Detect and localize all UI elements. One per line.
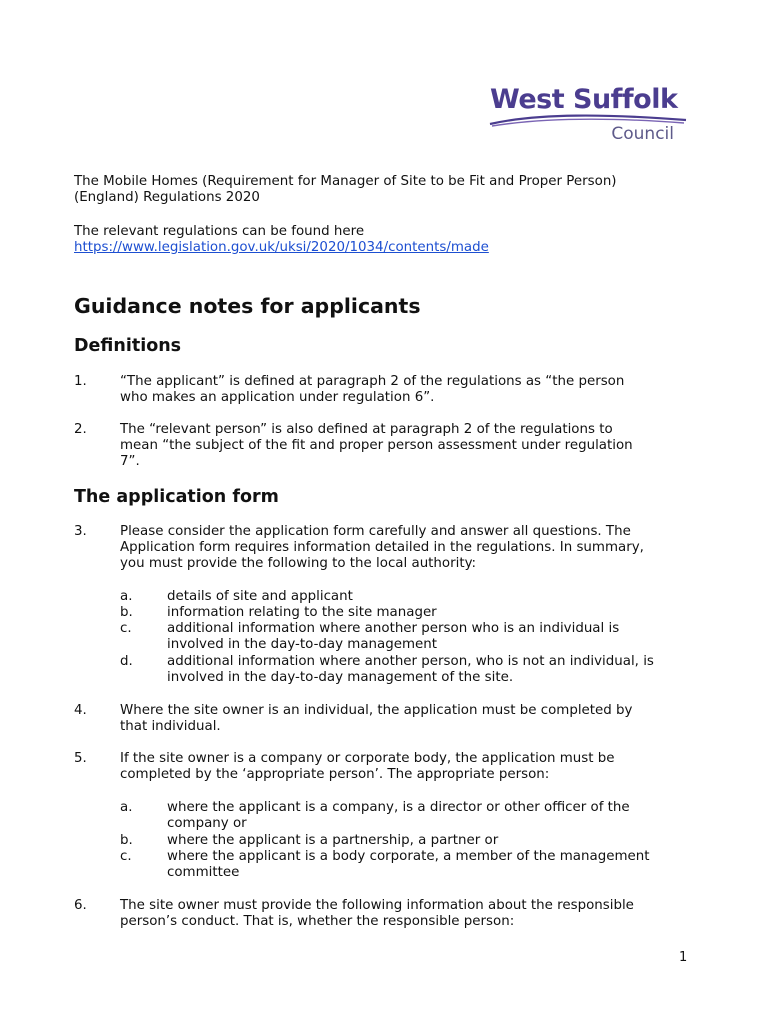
sub-item-letter: c. xyxy=(120,849,132,864)
sub-item-line: company or xyxy=(167,816,247,832)
sub-item-line: involved in the day-to-day management of the site. xyxy=(167,670,514,686)
item-line: 7”. xyxy=(120,454,140,470)
item-line: who makes an application under regulation 6”. xyxy=(120,390,435,406)
regulations-text: The relevant regulations can be found here xyxy=(74,224,365,239)
item-number: 5. xyxy=(74,751,87,766)
item-number: 4. xyxy=(74,703,87,718)
regulation-title-line-1: The Mobile Homes (Requirement for Manager of Site to be Fit and Proper Person) xyxy=(74,174,617,189)
page-number: 1 xyxy=(679,950,688,965)
section-heading-application-form: The application form xyxy=(74,487,279,507)
sub-item-line: where the applicant is a partnership, a partner or xyxy=(167,833,499,848)
sub-item-letter: b. xyxy=(120,605,133,620)
item-number: 1. xyxy=(74,374,87,389)
item-line: you must provide the following to the local authority: xyxy=(120,556,477,572)
item-line: person’s conduct. That is, whether the responsible person: xyxy=(120,914,515,930)
sub-item-line: where the applicant is a company, is a director or other officer of the xyxy=(167,800,630,815)
sub-item-letter: b. xyxy=(120,833,133,848)
item-line: mean “the subject of the fit and proper person assessment under regulation xyxy=(120,438,633,454)
item-line: Application form requires information detailed in the regulations. In summary, xyxy=(120,540,644,556)
sub-item-letter: a. xyxy=(120,800,133,815)
sub-item-line: involved in the day-to-day management xyxy=(167,637,437,653)
sub-item-line: committee xyxy=(167,865,240,881)
item-number: 3. xyxy=(74,524,87,539)
section-heading-definitions: Definitions xyxy=(74,336,182,356)
legislation-link[interactable]: https://www.legislation.gov.uk/uksi/2020/1034/contents/made xyxy=(74,240,489,255)
item-line: Please consider the application form carefully and answer all questions. The xyxy=(120,524,631,539)
sub-item-letter: a. xyxy=(120,589,133,604)
item-line: completed by the ‘appropriate person’. The appropriate person: xyxy=(120,767,550,783)
sub-item-letter: c. xyxy=(120,621,132,636)
west-suffolk-logo xyxy=(488,84,688,146)
sub-item-line: additional information where another person who is an individual is xyxy=(167,621,620,636)
item-line: “The applicant” is defined at paragraph 2 of the regulations as “the person xyxy=(120,374,625,389)
item-line: that individual. xyxy=(120,719,221,735)
item-line: Where the site owner is an individual, the application must be completed by xyxy=(120,703,633,718)
page-heading: Guidance notes for applicants xyxy=(74,294,421,318)
regulation-title-line-2: (England) Regulations 2020 xyxy=(74,190,260,205)
sub-item-line: details of site and applicant xyxy=(167,589,353,604)
item-line: The site owner must provide the following information about the responsible xyxy=(120,898,634,913)
item-number: 6. xyxy=(74,898,87,913)
intro-block xyxy=(74,174,617,256)
sub-item-line: additional information where another person, who is not an individual, is xyxy=(167,654,654,669)
item-line: If the site owner is a company or corporate body, the application must be xyxy=(120,751,615,766)
logo-sub-text: Council xyxy=(611,124,674,144)
sub-item-line: where the applicant is a body corporate, a member of the management xyxy=(167,849,650,864)
logo-main-text: West Suffolk xyxy=(490,84,678,115)
sub-item-line: information relating to the site manager xyxy=(167,605,437,620)
sub-item-letter: d. xyxy=(120,654,133,669)
item-number: 2. xyxy=(74,422,87,437)
item-line: The “relevant person” is also defined at paragraph 2 of the regulations to xyxy=(120,422,613,437)
